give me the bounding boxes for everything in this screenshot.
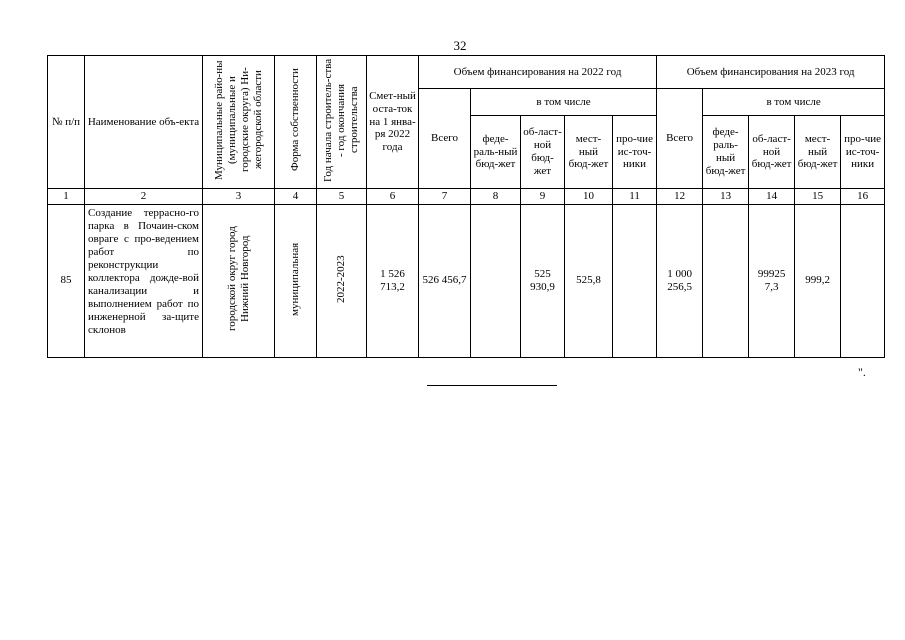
row-2023-total: 1 000 256,5	[657, 204, 703, 357]
header-ownership	[275, 56, 317, 189]
row-2022-other	[613, 204, 657, 357]
header-2023-including: в том числе	[703, 89, 885, 116]
row-num: 85	[48, 204, 85, 357]
row-estimate-balance: 1 526 713,2	[367, 204, 419, 357]
column-number: 9	[521, 189, 565, 205]
table-row	[48, 204, 885, 357]
row-2022-total: 526 456,7	[419, 204, 471, 357]
column-number: 8	[471, 189, 521, 205]
column-number: 13	[703, 189, 749, 205]
row-2023-regional: 99925 7,3	[749, 204, 795, 357]
column-number: 10	[565, 189, 613, 205]
row-2023-federal	[703, 204, 749, 357]
row-municipality	[203, 204, 275, 357]
row-2022-local: 525,8	[565, 204, 613, 357]
row-name: Создание террасно-го парка в Почаин-ском овраге с про-ведением работ по реконструкции коллектора дожде-вой канализации и выполнением работ по инженерной за-щите склонов	[85, 204, 203, 357]
header-group-2022: Объем финансирования на 2022 год	[419, 56, 657, 89]
header-2023-total: Всего	[657, 89, 703, 189]
column-number: 3	[203, 189, 275, 205]
column-number: 16	[841, 189, 885, 205]
header-num: № п/п	[48, 56, 85, 189]
column-number: 12	[657, 189, 703, 205]
closing-quote-mark: ".	[858, 365, 866, 379]
header-2023-other: про-чие ис-точ-ники	[841, 116, 885, 189]
header-years-text: Год начала строитель-ства - год окончания строительства	[322, 58, 360, 182]
column-number: 14	[749, 189, 795, 205]
header-municipality-text: Муниципальные райо-ны (муниципальные и городские округа) Ни-жегородской области	[212, 60, 264, 180]
header-2022-local: мест-ный бюд-жет	[565, 116, 613, 189]
column-number: 2	[85, 189, 203, 205]
column-number: 11	[613, 189, 657, 205]
row-2022-federal	[471, 204, 521, 357]
header-name: Наименование объ-екта	[85, 56, 203, 189]
header-2022-federal: феде-раль-ный бюд-жет	[471, 116, 521, 189]
header-2022-regional: об-ласт-ной бюд-жет	[521, 116, 565, 189]
header-municipality	[203, 56, 275, 189]
header-2022-total: Всего	[419, 89, 471, 189]
header-estimate: Смет-ный оста-ток на 1 янва-ря 2022 года	[367, 56, 419, 189]
page-number: 32	[453, 38, 467, 53]
column-number: 1	[48, 189, 85, 205]
column-number: 6	[367, 189, 419, 205]
header-2022-other: про-чие ис-точ-ники	[613, 116, 657, 189]
row-municipality-text: городской округ город Нижний Новгород	[225, 226, 251, 332]
row-ownership-text: муниципальная	[289, 242, 302, 316]
column-number: 4	[275, 189, 317, 205]
row-2022-regional: 525 930,9	[521, 204, 565, 357]
header-2023-federal: феде-раль-ный бюд-жет	[703, 116, 749, 189]
header-group-2023: Объем финансирования на 2023 год	[657, 56, 885, 89]
row-2023-local: 999,2	[795, 204, 841, 357]
column-number: 15	[795, 189, 841, 205]
header-2022-including: в том числе	[471, 89, 657, 116]
row-2023-other	[841, 204, 885, 357]
header-years	[317, 56, 367, 189]
header-2023-regional: об-ласт-ной бюд-жет	[749, 116, 795, 189]
header-2023-local: мест-ный бюд-жет	[795, 116, 841, 189]
column-number: 7	[419, 189, 471, 205]
row-years-text: 2022-2023	[335, 255, 348, 303]
financing-table	[47, 55, 885, 358]
row-ownership	[275, 204, 317, 357]
header-ownership-text: Форма собственности	[289, 68, 302, 172]
row-years	[317, 204, 367, 357]
divider-line	[427, 385, 557, 386]
column-number: 5	[317, 189, 367, 205]
